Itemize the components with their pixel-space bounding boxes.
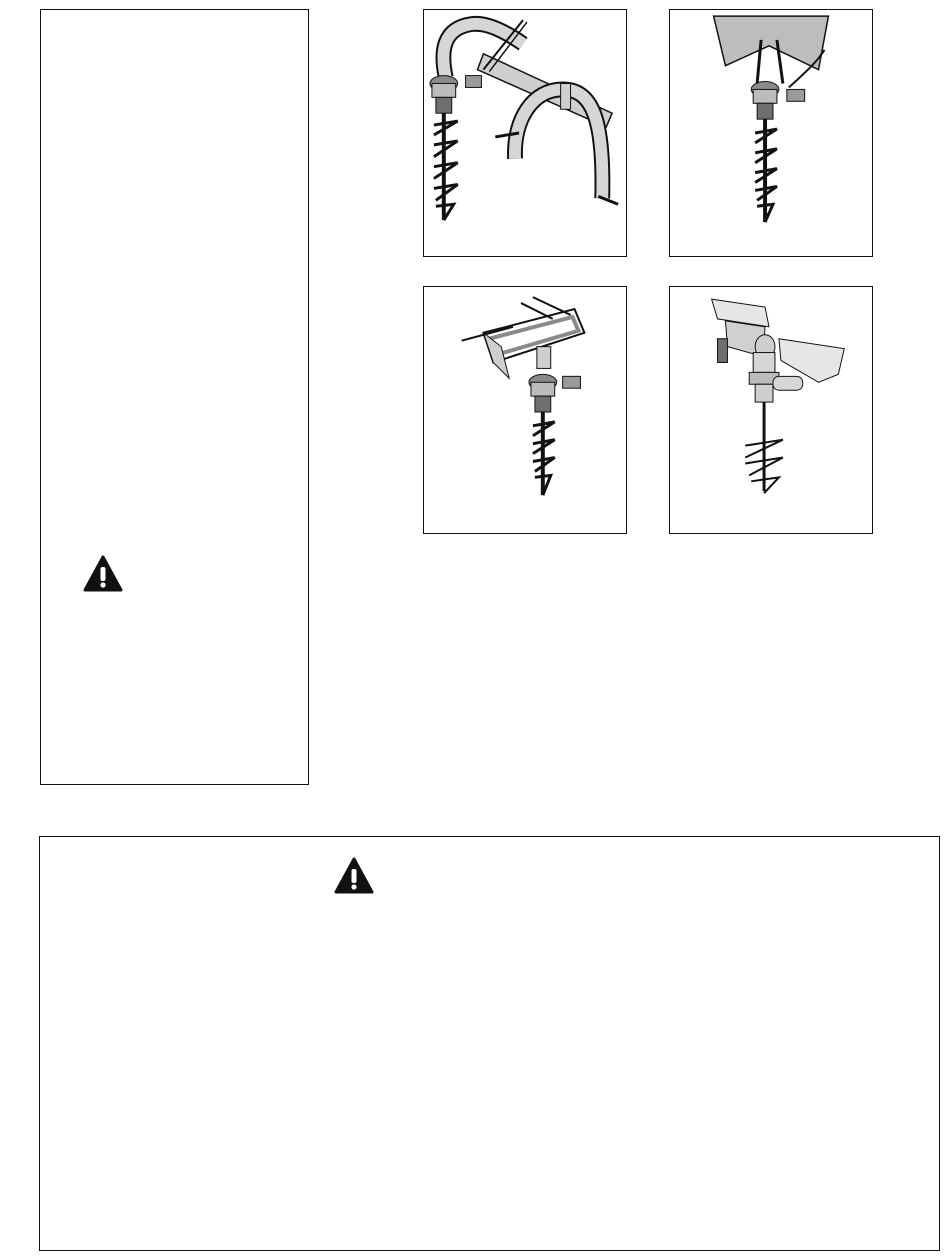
auger-skid-steer-mount-illustration [670,287,872,533]
warning-triangle-icon [334,857,374,895]
warning-panel [39,836,940,1251]
warning-triangle-icon [83,555,123,593]
auger-frame-mount-figure [423,286,627,534]
auger-three-point-hitch-figure [423,9,627,257]
auger-bucket-mount-figure [669,9,873,257]
auger-bucket-mount-illustration [670,10,872,256]
auger-skid-steer-mount-figure [669,286,873,534]
auger-frame-mount-illustration [424,287,626,533]
sidebar-panel [40,9,309,785]
auger-three-point-hitch-illustration [424,10,626,256]
